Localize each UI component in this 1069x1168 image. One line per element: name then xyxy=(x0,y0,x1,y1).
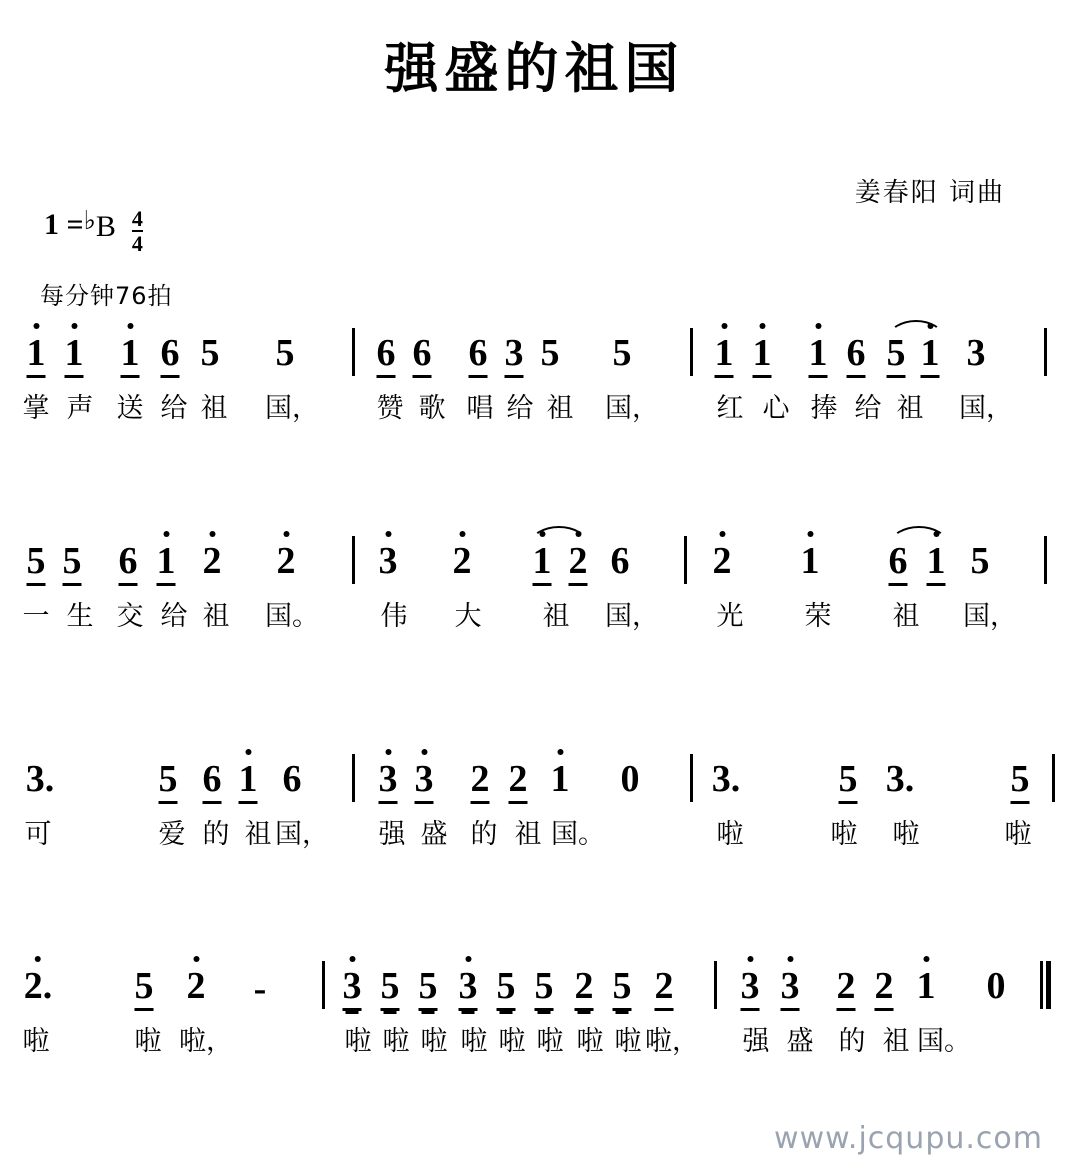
lyric-syllable: 国， xyxy=(605,393,659,424)
barline xyxy=(1044,536,1047,584)
lyric-syllable: 伟 xyxy=(380,601,408,632)
note: 5 xyxy=(839,760,858,804)
note: 1 xyxy=(715,334,734,378)
lyric-syllable: 歌 xyxy=(418,393,446,424)
note: 6 xyxy=(610,540,630,582)
lyric-syllable: 盛 xyxy=(420,819,448,850)
lyric-row-2 xyxy=(0,594,1069,642)
note: 2 xyxy=(452,540,472,582)
note: 2 xyxy=(471,760,490,804)
note: 1 xyxy=(157,542,176,586)
lyric-row-3 xyxy=(0,812,1069,860)
note: 5 xyxy=(540,332,560,374)
slur-arc xyxy=(888,320,944,338)
lyric-syllable: 祖 xyxy=(546,393,574,424)
note: 0 xyxy=(986,965,1006,1007)
note: 3 xyxy=(415,760,434,804)
lyric-syllable: 给 xyxy=(160,601,188,632)
note: 5 xyxy=(159,760,178,804)
note: 1 xyxy=(533,542,552,586)
lyric-syllable: 的 xyxy=(202,819,230,850)
note: 3 xyxy=(379,760,398,804)
lyric-syllable: 给 xyxy=(506,393,534,424)
lyric-syllable: 国。 xyxy=(551,819,605,850)
lyric-syllable: 强 xyxy=(378,819,406,850)
note-row-3 xyxy=(0,748,1069,812)
note-row-4 xyxy=(0,955,1069,1019)
note: 5 xyxy=(612,332,632,374)
note: 3 xyxy=(505,334,524,378)
lyric-syllable: 啦 xyxy=(420,1026,448,1057)
note: 2 xyxy=(837,967,856,1011)
note: 6 xyxy=(847,334,866,378)
key-letter: B xyxy=(95,210,116,243)
lyric-syllable: 心 xyxy=(762,393,790,424)
lyric-syllable: 啦 xyxy=(344,1026,372,1057)
note: 0 xyxy=(620,758,640,800)
music-system-2 xyxy=(0,530,1069,642)
lyric-syllable: 的 xyxy=(838,1026,866,1057)
lyric-syllable: 生 xyxy=(66,601,94,632)
barline xyxy=(1052,754,1055,802)
note: 6 xyxy=(889,542,908,586)
note: 3. xyxy=(25,758,55,800)
note: 3 xyxy=(343,967,362,1011)
note: 5 xyxy=(970,540,990,582)
lyric-syllable: 啦 xyxy=(382,1026,410,1057)
note: 3 xyxy=(966,332,986,374)
note: 1 xyxy=(809,334,828,378)
barline xyxy=(690,328,693,376)
lyric-syllable: 赞 xyxy=(376,393,404,424)
note: 5 xyxy=(497,967,516,1011)
lyric-syllable: 给 xyxy=(160,393,188,424)
lyric-syllable: 一 xyxy=(22,601,50,632)
lyric-syllable: 的 xyxy=(470,819,498,850)
note: 5 xyxy=(613,967,632,1011)
page-title: 强盛的祖国 xyxy=(384,37,685,100)
note: 2 xyxy=(655,967,674,1011)
lyric-syllable: 啦 xyxy=(536,1026,564,1057)
barline xyxy=(714,961,717,1009)
note: 2 xyxy=(276,540,296,582)
note: 2 xyxy=(575,967,594,1011)
lyric-syllable: 爱 xyxy=(158,819,186,850)
music-system-4 xyxy=(0,955,1069,1067)
lyric-syllable: 啦 xyxy=(22,1026,50,1057)
note: 5 xyxy=(27,542,46,586)
note: 1 xyxy=(916,965,936,1007)
slur-arc xyxy=(530,526,588,544)
flat-accidental-icon: ♭ xyxy=(83,206,96,235)
lyric-syllable: 国， xyxy=(963,601,1017,632)
note: 3 xyxy=(378,540,398,582)
lyric-syllable: 捧 xyxy=(810,393,838,424)
time-signature-numerator: 4 xyxy=(131,206,143,231)
lyric-syllable: 国， xyxy=(275,819,329,850)
lyric-syllable: 光 xyxy=(716,601,744,632)
lyric-syllable: 大 xyxy=(454,601,482,632)
note: 6 xyxy=(377,334,396,378)
barline xyxy=(684,536,687,584)
lyric-syllable: 国， xyxy=(959,393,1013,424)
lyric-syllable: 啦 xyxy=(134,1026,162,1057)
lyric-syllable: 荣 xyxy=(804,601,832,632)
lyric-syllable: 盛 xyxy=(786,1026,814,1057)
lyric-syllable: 啦 xyxy=(892,819,920,850)
note: 5 xyxy=(1011,760,1030,804)
lyric-syllable: 送 xyxy=(116,393,144,424)
lyric-syllable: 啦 xyxy=(460,1026,488,1057)
lyric-syllable: 啦 xyxy=(498,1026,526,1057)
note: 2. xyxy=(23,965,53,1007)
note: 1 xyxy=(800,540,820,582)
lyric-syllable: 国， xyxy=(265,393,319,424)
note-row-2 xyxy=(0,530,1069,594)
lyric-syllable: 祖 xyxy=(896,393,924,424)
lyric-syllable: 交 xyxy=(116,601,144,632)
note: 2 xyxy=(712,540,732,582)
watermark-url: www.jcqupu.com xyxy=(774,1121,1043,1156)
note: 3 xyxy=(459,967,478,1011)
lyric-syllable: 国。 xyxy=(265,601,319,632)
note: 5 xyxy=(200,332,220,374)
note: 2 xyxy=(202,540,222,582)
note: 3 xyxy=(781,967,800,1011)
lyric-syllable: 祖 xyxy=(202,601,230,632)
note: 6 xyxy=(469,334,488,378)
lyric-syllable: 祖 xyxy=(882,1026,910,1057)
note: 1 xyxy=(927,542,946,586)
lyric-syllable: 祖 xyxy=(892,601,920,632)
lyric-syllable: 祖 xyxy=(244,819,272,850)
note: 1 xyxy=(239,760,258,804)
note: 1 xyxy=(921,334,940,378)
lyric-syllable: 祖 xyxy=(514,819,542,850)
time-signature-denominator: 4 xyxy=(131,231,143,256)
barline xyxy=(352,536,355,584)
slur-arc xyxy=(890,526,948,544)
final-barline xyxy=(1040,961,1051,1009)
lyric-syllable: 啦 xyxy=(830,819,858,850)
lyric-syllable: 啦 xyxy=(1004,819,1032,850)
note: 5 xyxy=(275,332,295,374)
lyric-syllable: 啦， xyxy=(645,1026,699,1057)
lyric-syllable: 红 xyxy=(716,393,744,424)
note: 3 xyxy=(741,967,760,1011)
note: 5 xyxy=(381,967,400,1011)
lyric-syllable: 唱 xyxy=(466,393,494,424)
lyric-row-4 xyxy=(0,1019,1069,1067)
note: 2 xyxy=(509,760,528,804)
barline xyxy=(322,961,325,1009)
lyric-syllable: 啦 xyxy=(716,819,744,850)
barline xyxy=(690,754,693,802)
note: 6 xyxy=(413,334,432,378)
lyric-syllable: 祖 xyxy=(200,393,228,424)
tempo-marking: 每分钟76拍 xyxy=(40,282,173,310)
lyric-syllable: 强 xyxy=(742,1026,770,1057)
note: 3. xyxy=(711,758,741,800)
lyric-syllable: 声 xyxy=(66,393,94,424)
note: 2 xyxy=(186,965,206,1007)
note-row-1 xyxy=(0,322,1069,386)
hold-dash: - xyxy=(253,968,267,1010)
lyric-syllable: 可 xyxy=(24,819,52,850)
lyric-syllable: 啦 xyxy=(614,1026,642,1057)
note: 5 xyxy=(419,967,438,1011)
time-signature xyxy=(132,208,143,255)
note: 6 xyxy=(282,758,302,800)
note: 1 xyxy=(27,334,46,378)
note: 5 xyxy=(535,967,554,1011)
note: 5 xyxy=(135,967,154,1011)
lyric-syllable: 祖 xyxy=(542,601,570,632)
barline xyxy=(352,754,355,802)
key-signature-block xyxy=(44,206,143,257)
note: 5 xyxy=(887,334,906,378)
note: 3. xyxy=(885,758,915,800)
note: 1 xyxy=(753,334,772,378)
lyric-syllable: 国。 xyxy=(917,1026,971,1057)
note: 6 xyxy=(161,334,180,378)
note: 6 xyxy=(203,760,222,804)
music-system-1 xyxy=(0,322,1069,434)
music-system-3 xyxy=(0,748,1069,860)
note: 2 xyxy=(569,542,588,586)
barline xyxy=(352,328,355,376)
note: 1 xyxy=(550,758,570,800)
lyric-syllable: 啦， xyxy=(179,1026,233,1057)
key-label: 1 = xyxy=(44,208,84,241)
lyric-syllable: 国， xyxy=(605,601,659,632)
note: 2 xyxy=(875,967,894,1011)
note: 1 xyxy=(65,334,84,378)
lyric-syllable: 给 xyxy=(854,393,882,424)
note: 5 xyxy=(63,542,82,586)
barline xyxy=(1044,328,1047,376)
lyric-row-1 xyxy=(0,386,1069,434)
note: 6 xyxy=(119,542,138,586)
lyric-syllable: 掌 xyxy=(22,393,50,424)
lyric-syllable: 啦 xyxy=(576,1026,604,1057)
composer-credit: 姜春阳 词曲 xyxy=(854,178,1005,208)
note: 1 xyxy=(121,334,140,378)
